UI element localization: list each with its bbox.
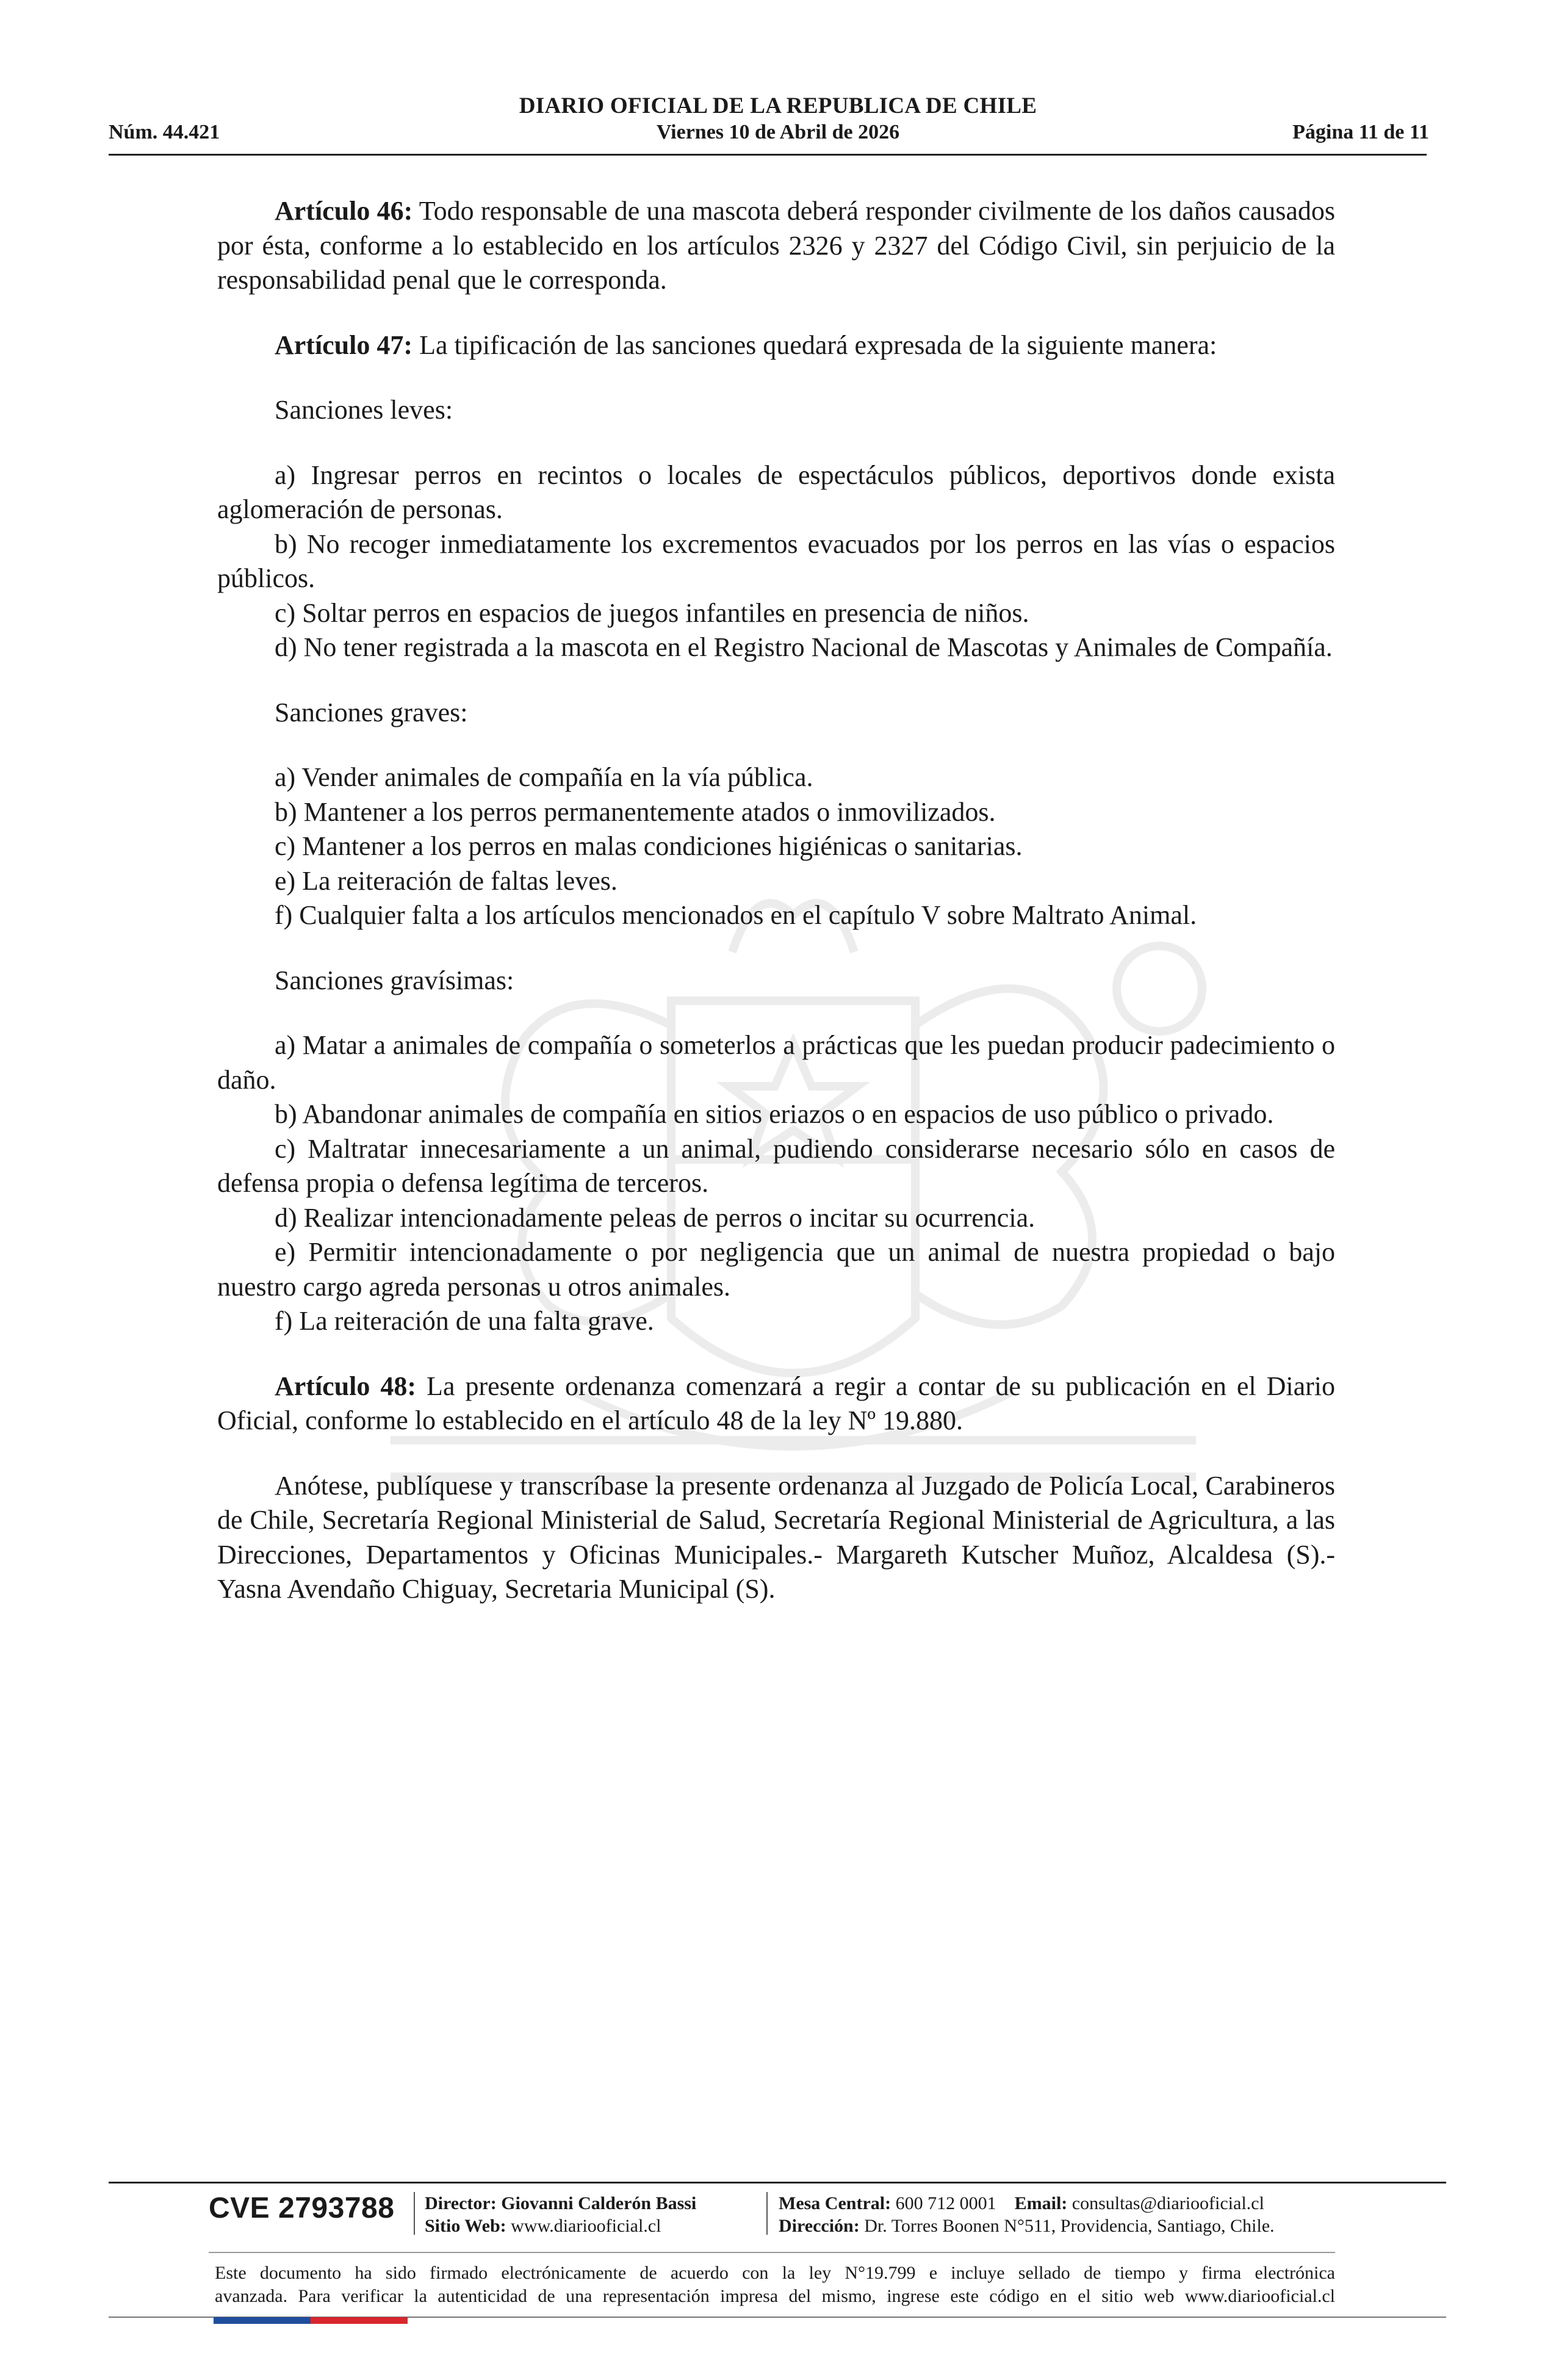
legal-notice-line: Este documento ha sido firmado electrónicamente de acuerdo con la ley N°19.799 e incluye sellado de tiempo y firma electrónica [215,2263,1335,2283]
document-body [217,194,1335,1607]
cve-code: CVE 2793788 [209,2192,395,2224]
mesa-phone: 600 712 0001 [891,2193,996,2213]
footer-divider-mid [209,2252,1335,2253]
footer-director-block [425,2192,696,2237]
flag-red-segment [311,2317,408,2324]
gravisimas-item: c) Maltratar innecesariamente a un animal, pudiendo considerarse necesario sólo en casos de defensa propia o defensa legítima de terceros. [217,1133,1335,1198]
article-46 [217,194,1335,298]
director-label: Director: [425,2193,497,2213]
mesa-label: Mesa Central: [779,2193,891,2213]
flag-stripe [214,2317,408,2324]
article-47-label: Artículo 47: [275,330,413,360]
graves-item: c) Mantener a los perros en malas condiciones higiénicas o sanitarias. [275,831,1023,861]
article-48 [217,1369,1335,1438]
footer-separator [766,2192,768,2235]
leves-item: b) No recoger inmediatamente los excrementos evacuados por los perros en las vías o espacios públicos. [217,528,1335,593]
graves-heading: Sanciones graves: [275,697,468,727]
article-48-text: La presente ordenanza comenzará a regir a contar de su publicación en el Diario Oficial, conforme lo establecido en el artículo 48 de la ley Nº 19.880. [217,1371,1335,1435]
article-47 [217,328,1335,363]
gravisimas-item: f) La reiteración de una falta grave. [275,1306,654,1336]
closing-paragraph: Anótese, publíquese y transcríbase la presente ordenanza al Juzgado de Policía Local, Carabineros de Chile, Secretaría Regional Ministerial de Salud, Secretaría Regional Ministerial de Agricultura, a las Direcciones, Departamentos y Oficinas Municipales.- Margareth Kutscher Muñoz, Alcaldesa (S).- Yasna Avendaño Chiguay, Secretaria Municipal (S). [217,1470,1335,1604]
address-value: Dr. Torres Boonen N°511, Providencia, Santiago, Chile. [859,2216,1275,2236]
email-label: Email: [1014,2193,1068,2213]
legal-notice-line: avanzada. Para verificar la autenticidad de una representación impresa del mismo, ingrese este código en el sitio web www.diariooficial.cl [215,2286,1335,2306]
gravisimas-heading: Sanciones gravísimas: [275,965,514,995]
gravisimas-item: b) Abandonar animales de compañía en sitios eriazos o en espacios de uso público o privado. [275,1099,1274,1129]
article-47-text: La tipificación de las sanciones quedará expresada de la siguiente manera: [412,330,1217,360]
address-label: Dirección: [779,2216,860,2236]
issue-number: Núm. 44.421 [109,121,220,143]
website-link[interactable]: www.diariooficial.cl [506,2216,661,2236]
article-46-text: Todo responsable de una mascota deberá responder civilmente de los daños causados por ésta, conforme a lo establecido en los artículos 2326 y 2327 del Código Civil, sin perjuicio de la responsabilidad penal que le corresponda. [217,196,1335,295]
issue-date: Viernes 10 de Abril de 2026 [656,121,900,143]
graves-item: a) Vender animales de compañía en la vía pública. [275,762,813,792]
leves-item: d) No tener registrada a la mascota en el Registro Nacional de Mascotas y Animales de Compañía. [275,632,1333,662]
email-link[interactable]: consultas@diariooficial.cl [1067,2193,1264,2213]
gravisimas-item: d) Realizar intencionadamente peleas de perros o incitar su ocurrencia. [275,1202,1036,1233]
header-divider [109,154,1427,156]
graves-item: f) Cualquier falta a los artículos mencionados en el capítulo V sobre Maltrato Animal. [275,900,1197,930]
leves-item: a) Ingresar perros en recintos o locales de espectáculos públicos, deportivos donde exista aglomeración de personas. [217,460,1335,524]
director-name: Giovanni Calderón Bassi [496,2193,697,2213]
footer-contact-block [779,2192,1275,2237]
newspaper-title: DIARIO OFICIAL DE LA REPUBLICA DE CHILE [519,93,1037,118]
page-indicator: Página 11 de 11 [1292,121,1429,143]
leves-item: c) Soltar perros en espacios de juegos infantiles en presencia de niños. [275,597,1029,628]
flag-blue-segment [214,2317,311,2324]
gravisimas-item: e) Permitir intencionadamente o por negligencia que un animal de nuestra propiedad o bajo nuestro cargo agreda personas u otros animales. [217,1237,1335,1302]
footer-separator [414,2192,415,2235]
article-48-label: Artículo 48: [275,1371,417,1401]
leves-heading: Sanciones leves: [275,395,453,425]
footer-divider-top [109,2182,1446,2183]
article-46-label: Artículo 46: [275,196,413,226]
website-label: Sitio Web: [425,2216,506,2236]
graves-item: e) La reiteración de faltas leves. [275,865,618,896]
gravisimas-item: a) Matar a animales de compañía o someterlos a prácticas que les puedan producir padecimiento o daño. [217,1030,1335,1095]
graves-item: b) Mantener a los perros permanentemente atados o inmovilizados. [275,796,996,827]
